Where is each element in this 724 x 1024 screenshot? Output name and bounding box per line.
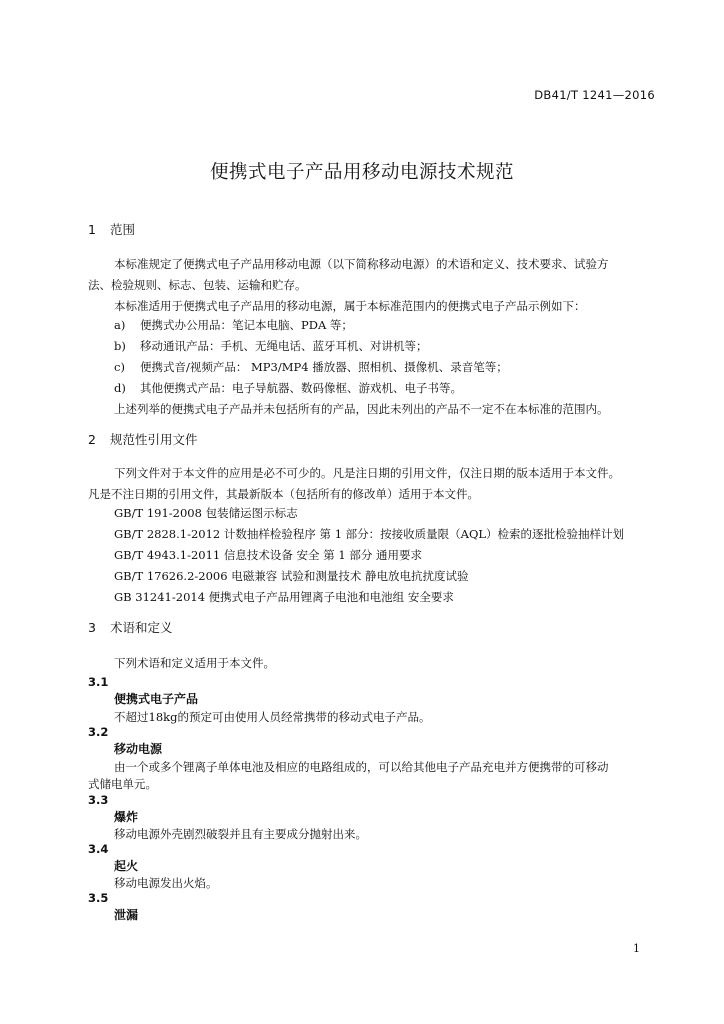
term-number: 3.3: [88, 793, 109, 807]
text-line: 本标准适用于便携式电子产品用的移动电源，属于本标准范围内的便携式电子产品示例如下：: [114, 299, 586, 313]
term-name: 移动电源: [114, 742, 163, 756]
term-definition: 移动电源发出火焰。: [114, 876, 218, 890]
term-name: 便携式电子产品: [114, 692, 199, 706]
list-item: [114, 317, 353, 333]
list-marker: b): [114, 339, 126, 353]
section-3-heading: [88, 618, 173, 636]
standard-code: DB41/T 1241—2016: [534, 88, 655, 102]
reference-item: GB/T 191-2008 包装储运图示标志: [114, 506, 298, 520]
section-number: 2: [88, 432, 96, 447]
list-text: 移动通讯产品：手机、无绳电话、蓝牙耳机、对讲机等；: [140, 339, 428, 353]
text-line: 法、检验规则、标志、包装、运输和贮存。: [88, 278, 307, 292]
list-text: 其他便携式产品：电子导航器、数码像框、游戏机、电子书等。: [140, 381, 462, 395]
term-number: 3.4: [88, 842, 109, 856]
list-text: 便携式办公用品：笔记本电脑、PDA 等；: [140, 318, 353, 332]
text-line: 本标准规定了便携式电子产品用移动电源（以下简称移动电源）的术语和定义、技术要求、试验方: [114, 257, 609, 271]
section-title: 规范性引用文件: [109, 432, 198, 447]
list-marker: c): [114, 360, 125, 374]
list-item: [114, 359, 508, 375]
term-definition: 由一个或多个锂离子单体电池及相应的电路组成的，可以给其他电子产品充电并方便携带的可移动: [114, 760, 609, 774]
page-number: 1: [633, 942, 640, 955]
reference-item: GB 31241-2014 便携式电子产品用锂离子电池和电池组 安全要求: [114, 590, 454, 604]
term-number: 3.5: [88, 891, 109, 905]
section-2-heading: [88, 430, 198, 448]
section-1-heading: [88, 220, 135, 238]
text-line: 凡是不注日期的引用文件，其最新版本（包括所有的修改单）适用于本文件。: [88, 487, 479, 501]
list-text: 便携式音/视频产品： MP3/MP4 播放器、照相机、摄像机、录音笔等；: [140, 360, 508, 374]
term-definition: 不超过18kg的预定可由使用人员经常携带的移动式电子产品。: [114, 710, 431, 724]
reference-item: GB/T 2828.1-2012 计数抽样检验程序 第 1 部分：按接收质量限（AQL）检索的逐批检验抽样计划: [114, 527, 625, 541]
reference-item: GB/T 4943.1-2011 信息技术设备 安全 第 1 部分 通用要求: [114, 548, 422, 562]
term-definition: 移动电源外壳剧烈破裂并且有主要成分抛射出来。: [114, 827, 367, 841]
scope-paragraph-3: 上述列举的便携式电子产品并未包括所有的产品，因此未列出的产品不一定不在本标准的范围内。: [114, 402, 609, 416]
term-name: 泄漏: [114, 908, 139, 922]
text-line: 下列文件对于本文件的应用是必不可少的。凡是注日期的引用文件，仅注日期的版本适用于本文件。: [114, 466, 620, 480]
list-marker: a): [114, 318, 126, 332]
term-number: 3.1: [88, 675, 109, 689]
terms-intro: 下列术语和定义适用于本文件。: [114, 656, 275, 670]
term-name: 起火: [114, 859, 139, 873]
term-definition-continued: 式储电单元。: [88, 777, 157, 791]
section-number: 1: [88, 222, 96, 237]
document-title: 便携式电子产品用移动电源技术规范: [209, 162, 514, 183]
scope-paragraph-1: [88, 254, 658, 317]
section-number: 3: [88, 620, 96, 635]
list-item: [114, 380, 462, 396]
term-number: 3.2: [88, 725, 109, 739]
reference-item: GB/T 17626.2-2006 电磁兼容 试验和测量技术 静电放电抗扰度试验: [114, 569, 469, 583]
list-marker: d): [114, 381, 126, 395]
references-intro: [88, 463, 658, 505]
section-title: 术语和定义: [109, 620, 173, 635]
term-name: 爆炸: [114, 810, 139, 824]
section-title: 范围: [109, 222, 135, 237]
list-item: [114, 338, 428, 354]
